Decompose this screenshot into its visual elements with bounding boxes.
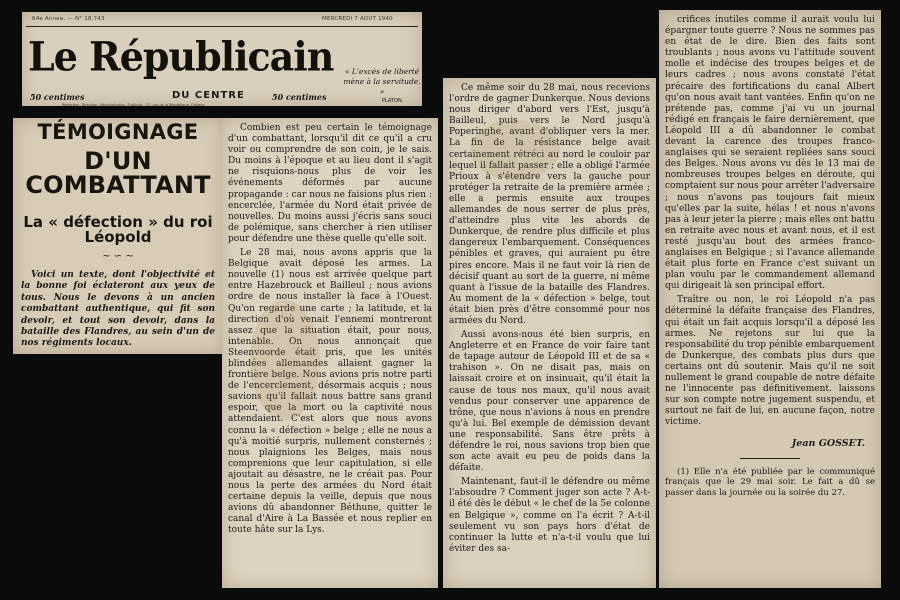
article-column-3 xyxy=(659,10,881,588)
price-left: 50 centimes xyxy=(30,92,85,102)
headline-testimony: TÉMOIGNAGE xyxy=(37,120,199,144)
quote-author: PLATON. xyxy=(382,98,404,104)
issue-date: MERCREDI 7 AOUT 1940 xyxy=(322,16,393,22)
article-column-2 xyxy=(443,78,656,588)
masthead-quote: « L'excès de liberté mène à la servitude. » xyxy=(343,67,421,96)
masthead-address: Rédaction, Direction, Administration, Publicité : 21, rue de la République, Orléans xyxy=(62,103,205,106)
paragraph: crifices inutiles comme il aurait voulu lui épargner toute guerre ? Nous ne sommes pas en état de le dire. Bien des faits sont troublants ; nous avons vu l'attitude souvent molle et indécise des troupes belges et de leurs cadres ; nous avons constaté l'état précaire des fortifications du canal Albert qu'on nous avait tant vantées. Enfin qu'on ne prétende pas, comme j'ai vu un journal rédigé en français le faire dernièrement, que Léopold III a dû abandonner le combat devant la carence des troupes franco-anglaises qui se seraient repliées sans souci des Belges. Nous avons vu dès le 13 mai de nombreuses troupes belges en déroute, qui comptaient sur nous pour arrêter l'adversaire ; nous n'avons pas toujours fait mieux qu'elles par la suite, hélas ! et nous n'avons pas à leur jeter la pierre ; mais elles ont battu en retraite avec nous et avant nous, et il est resté jusqu'au bout des armées franco-anglaises en Belgique ; si l'avance allemande était plus forte en France c'est suivant un plan voulu par le commandement allemand qui dirigeait là son principal effort. xyxy=(665,15,875,292)
paragraph: Traître ou non, le roi Léopold n'a pas déterminé la défaite française des Flandres, qui était un fait acquis lorsqu'il a déposé les armes. Ne rejetons sur lui que la responsabilité du trop pénible embarquement de Dunkerque, des combats plus durs que certains ont dû soutenir. Mais qu'il ne soit nullement le grand coupable de notre défaite ne l'innocente pas définitivement. laissons sur son compte notre jugement suspendu, et surtout ne fait de lui, en aucune façon, notre victime. xyxy=(665,295,875,428)
paragraph: Maintenant, faut-il le défendre ou même l'absoudre ? Comment juger son acte ? A-t-il été dès le début « le chef de la 5e colonne en Belgique », comme on l'a écrit ? A-t-il seulement vu son pays hors d'état de continuer la lutte et n'a-t-il voulu que lui éviter des sa- xyxy=(449,477,650,554)
ornament-divider: ~ ∽ ~ xyxy=(102,251,134,262)
article-intro: Voici un texte, dont l'objectivité et la bonne foi éclateront aux yeux de tous. Nous le devons à un ancien combattant authentique, qui fit son devoir, et tout son devoir, dans la bataille des Flandres, au sein d'un de nos régiments locaux. xyxy=(21,270,215,349)
headline-combatant: D'UN COMBATTANT xyxy=(25,147,211,199)
headline-leopold: La « défection » du roi Léopold xyxy=(23,213,213,246)
author-signature: Jean GOSSET. xyxy=(791,438,865,450)
paragraph: Aussi avons-nous été bien surpris, en Angleterre et en France de voir faire tant de tapage autour de Léopold III et de sa « trahison ». On ne disait pas, mais on laissait croire et on insinuait, qu'il était la cause de tous nos maux, qu'il nous avait vendus pour conserver une apparence de trône, que nous n'avions à nous en prendre qu'à lui. Bel exemple de démission devant une responsabilité. Sans être prêts à défendre le roi, nous savions trop bien que son acte avait eu peu de poids dans la défaite. xyxy=(449,330,650,474)
paragraph: Combien est peu certain le témoignage d'un combattant, lorsqu'il dit ce qu'il a cru voir ou comprendre de son coin, je le sais. Du moins à l'époque et au lieu dont il s'agit ne risquions-nous plus de voir les événements déformés par aucune propagande : car nous ne faisions plus rien : encerclée, l'armée du Nord était privée de nouvelles. Du moins aussi j'écris sans souci de polémique, sans chercher à rien utiliser pour défendre une thèse quelle qu'elle soit. xyxy=(228,123,432,244)
newspaper-title: Le Républicain xyxy=(28,32,334,81)
masthead-top-rule xyxy=(26,26,418,27)
article-title-panel xyxy=(13,118,223,354)
article-column-1 xyxy=(222,118,438,588)
footnote: (1) Elle n'a été publiée par le communiqué français que le 29 mai soir. Le fait a dû se passer dans la journée ou la soirée du 27. xyxy=(665,466,875,498)
masthead-clipping xyxy=(22,12,422,106)
paragraph: Le 28 mai, nous avons appris que la Belgique avait déposé les armes. La nouvelle (1) nous est arrivée quelque part entre Hazebrouck et Bailleul ; nous avions ordre de nous installer là face à l'Ouest. Qu'on regarde une carte ; la latitude, et la direction d'où venait l'ennemi montreront assez que la situation était, pour nous, intenable. On nous annonçait que Steenvoorde était pris, que les unités blindées allemandes allaient gagner la frontière belge. Nous avions pris notre parti de l'encerclement, désormais acquis ; nous savions qu'il fallait nous battre sans grand espoir, que la mort ou la captivité nous attendaient. C'est alors que nous avons connu la « défection » belge ; elle ne nous a qu'à moitié surpris, nullement consternés ; nous plaignions les Belges, mais nous comprenions que leur capitulation, si elle ajoutait au désastre, ne le créait pas. Pour nous la perte des armées du Nord était certaine depuis la veille, depuis que nous avions dû abandonner Béthune, quitter le canal d'Aire à La Bassée et nous replier en toute hâte sur la Lys. xyxy=(228,248,432,536)
price-right: 50 centimes xyxy=(272,92,327,102)
newspaper-subtitle: DU CENTRE xyxy=(172,90,245,101)
paragraph: Ce même soir du 28 mai, nous recevions l'ordre de gagner Dunkerque. Nous devions nous diriger d'abord vers l'Est, jusqu'à Bailleul, puis vers le Nord jusqu'à Poperinghe, avant d'obliquer vers la mer. La fin de la résistance belge avait certainement rétréci au nord le couloir par lequel il fallait passer ; elle a obligé l'armée Prioux à s'étendre vers la gauche pour protéger la retraite de la première armée ; elle a permis ensuite aux troupes allemandes de nous serrer de plus près, d'atteindre plus vite les abords de Dunkerque, de rendre plus difficile et plus dangereux l'embarquement. Conséquences pénibles et graves, qui auraient pu être pires encore. Mais il ne faut voir là rien de décisif quant au sort de la guerre, ni même quant à l'issue de la bataille des Flandres. Au moment de la « défection » belge, tout était bien près d'être consommé pour nos armées du Nord. xyxy=(449,83,650,326)
footnote-divider xyxy=(740,458,800,459)
edition-number: 64e Année. — N° 18,743 xyxy=(32,16,105,22)
